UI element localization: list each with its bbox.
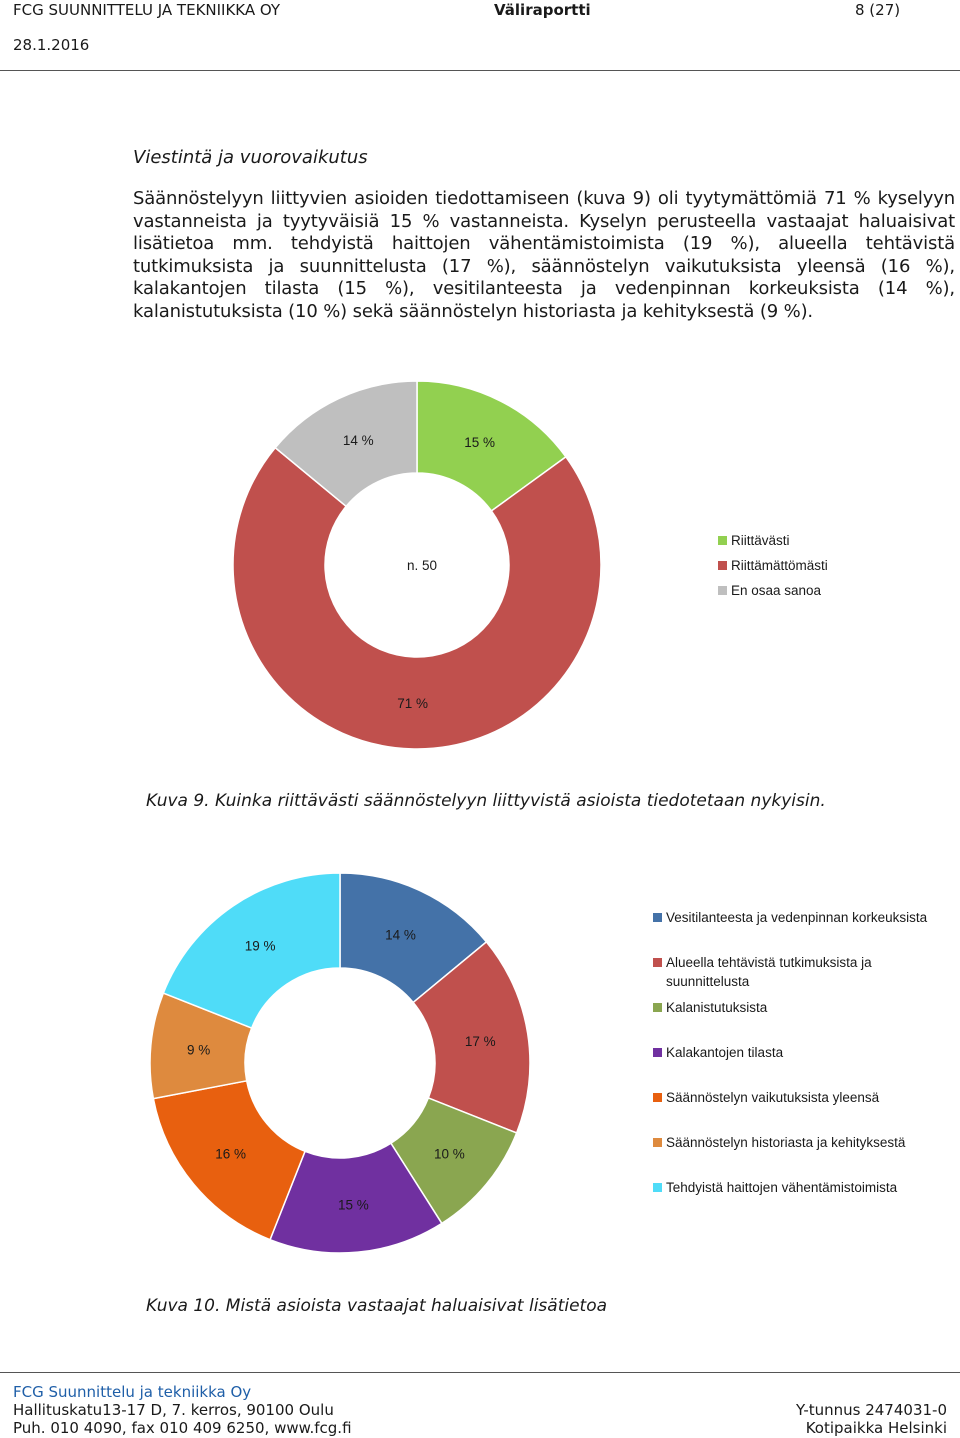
legend-label-1: Riittävästi	[731, 533, 790, 548]
slice-label-2: 17 %	[464, 1033, 496, 1049]
legend-swatch-1	[718, 536, 727, 545]
chart-1-svg	[0, 370, 960, 770]
slice-label-1: 15 %	[464, 435, 496, 451]
header-date: 28.1.2016	[13, 36, 90, 54]
legend-label-6: Säännöstelyn historiasta ja kehityksestä	[666, 1135, 906, 1150]
footer-divider	[0, 1372, 960, 1373]
slice-label-1: 14 %	[385, 927, 416, 943]
slice-label-7: 19 %	[244, 938, 276, 954]
legend-swatch-1	[653, 913, 662, 922]
legend-label-2: Riittämättömästi	[731, 558, 828, 573]
page-header	[0, 0, 960, 72]
chart-2-svg	[0, 860, 960, 1270]
slice-label-5: 16 %	[215, 1146, 246, 1162]
figure-caption-9: Kuva 9. Kuinka riittävästi säännöstelyyn liittyvistä asioista tiedotetaan nykyisin.	[146, 791, 826, 811]
footer-address: Hallituskatu13-17 D, 7. kerros, 90100 Oulu	[13, 1401, 334, 1419]
legend-label-3: Kalanistutuksista	[666, 1000, 768, 1015]
legend-swatch-4	[653, 1048, 662, 1057]
slice-label-3: 14 %	[342, 433, 374, 449]
slice-label-6: 9 %	[186, 1042, 211, 1058]
legend-swatch-2	[653, 958, 662, 967]
footer-business-id: Y-tunnus 2474031-0	[795, 1401, 947, 1419]
legend-swatch-3	[653, 1003, 662, 1012]
footer-company: FCG Suunnittelu ja tekniikka Oy	[13, 1383, 252, 1401]
section-paragraph: Säännöstelyyn liittyvien asioiden tiedottamiseen (kuva 9) oli tyytymättömiä 71 % kyselyyn vastanneista ja tyytyväisiä 15 % vastanneista. Kyselyn perusteella vastaajat haluaisivat lisätietoa mm. tehdyistä haittojen vähentämistoimista (19 %), alueella tehtävistä tutkimuksista ja suunnittelusta (17 %), säännöstelyn vaikutuksista yleensä (16 %), kalakantojen tilasta (15 %), vesitilanteesta ja vedenpinnan korkeuksista (14 %), kalanistutuksista (10 %) sekä säännöstelyn historiasta ja kehityksestä (9 %).	[133, 188, 955, 322]
slice-label-3: 10 %	[434, 1146, 465, 1162]
header-page-number: 8 (27)	[855, 1, 901, 19]
legend-label-4: Kalakantojen tilasta	[666, 1045, 784, 1060]
legend-swatch-5	[653, 1093, 662, 1102]
figure-caption-10: Kuva 10. Mistä asioista vastaajat haluaisivat lisätietoa	[146, 1296, 608, 1316]
legend-swatch-2	[718, 561, 727, 570]
header-company: FCG SUUNNITTELU JA TEKNIIKKA OY	[13, 1, 281, 19]
donut-chart-information-topics	[0, 860, 960, 1270]
legend-swatch-7	[653, 1183, 662, 1192]
center-label: n. 50	[406, 558, 438, 573]
legend-label-2-line-2: suunnittelusta	[666, 974, 750, 989]
slice-label-2: 71 %	[397, 695, 429, 711]
legend-swatch-6	[653, 1138, 662, 1147]
slice-label-4: 15 %	[337, 1197, 369, 1213]
footer-contact: Puh. 010 4090, fax 010 409 6250, www.fcg.fi	[13, 1419, 352, 1437]
section-heading: Viestintä ja vuorovaikutus	[133, 147, 368, 168]
header-divider	[0, 70, 960, 71]
legend-swatch-3	[718, 586, 727, 595]
donut-chart-information-adequacy	[0, 370, 960, 770]
header-doc-title: Väliraportti	[494, 1, 591, 19]
legend-label-2-line-1: Alueella tehtävistä tutkimuksista ja	[666, 955, 872, 970]
legend-label-7: Tehdyistä haittojen vähentämistoimista	[666, 1180, 898, 1195]
footer-domicile: Kotipaikka Helsinki	[805, 1419, 947, 1437]
legend-label-1: Vesitilanteesta ja vedenpinnan korkeuksista	[666, 910, 928, 925]
legend-label-5: Säännöstelyn vaikutuksista yleensä	[666, 1090, 880, 1105]
legend-label-3: En osaa sanoa	[731, 583, 822, 598]
